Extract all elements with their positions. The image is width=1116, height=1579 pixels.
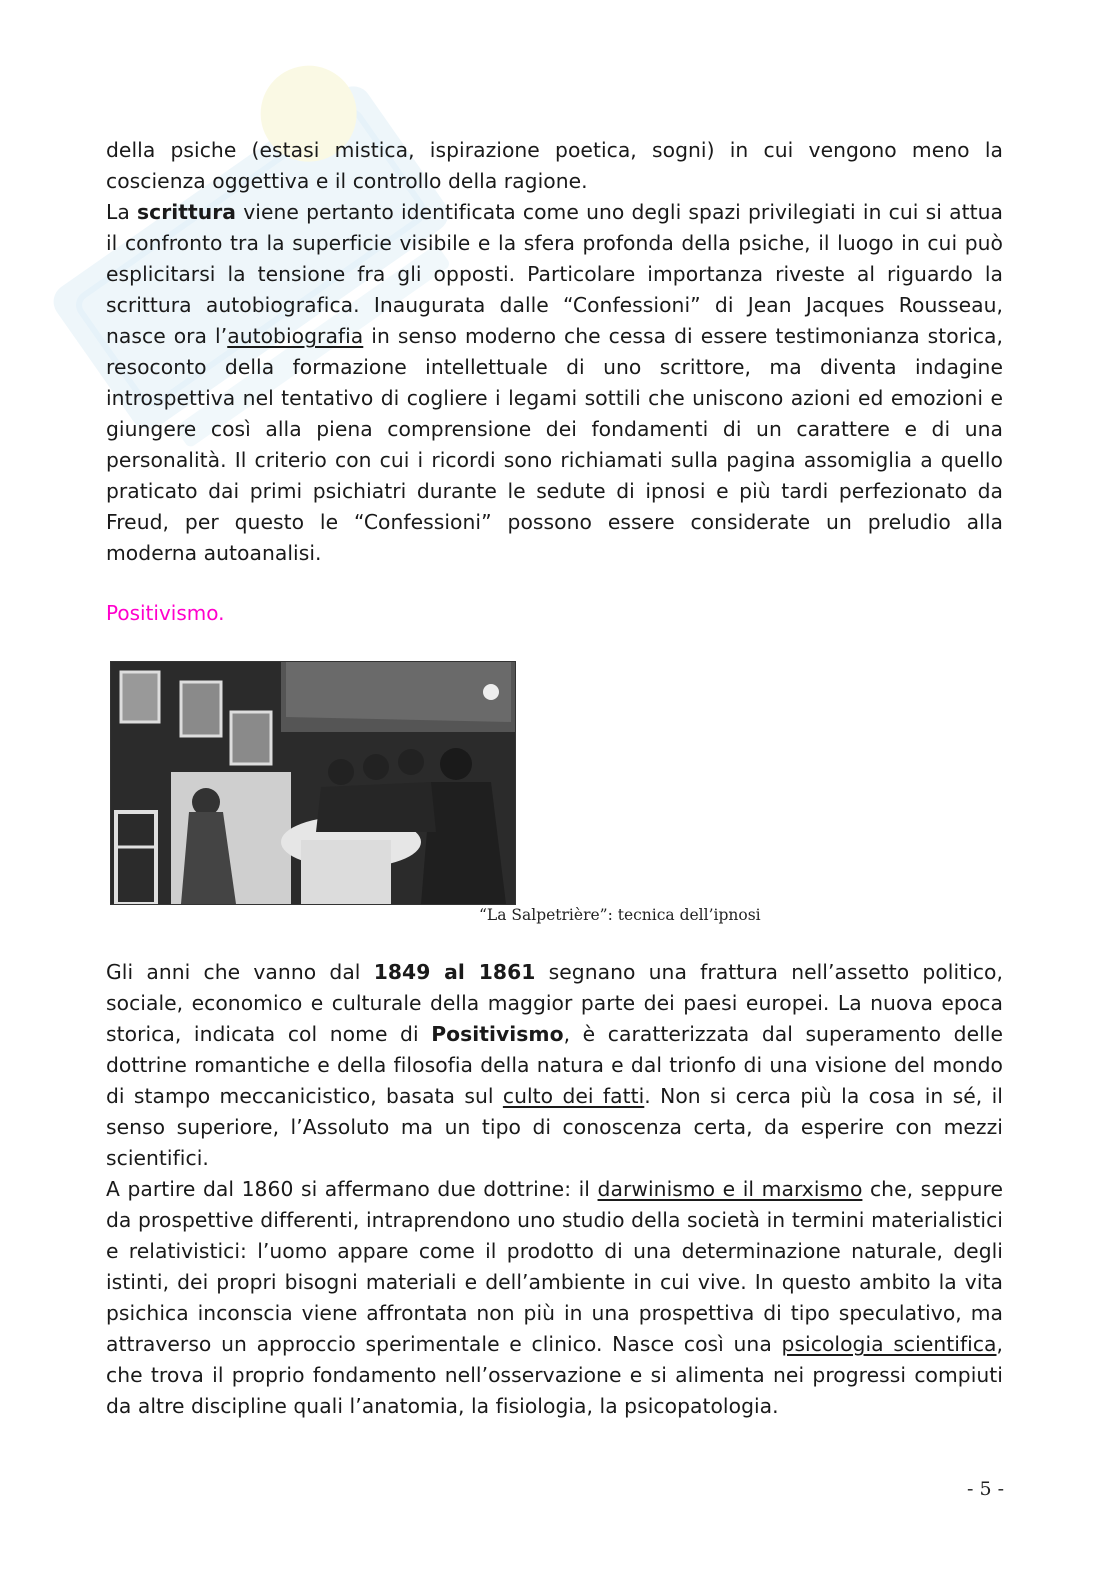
paragraph-text: che, seppure da prospettive differenti, intraprendono uno studio della società in termini materialistici e relativistici: l’uomo appare come il prodotto di una determinazione naturale, degli istinti, dei propri bisogni materiali e dell’ambiente in cui vive. In questo ambito la vita psichica inconscia viene affrontata non più in una prospettiva di tipo speculativo, ma attraverso un approccio sperimentale e clinico. Nasce così una xyxy=(106,1177,1004,1356)
figure-caption: “La Salpetrière”: tecnica dell’ipnosi xyxy=(479,906,761,924)
paragraph-text: viene pertanto identificata come uno degli spazi privilegiati in cui si attua il confronto tra la superficie visibile e la sfera profonda della psiche, il luogo in cui può esplicitarsi la tensione fra gli opposti. Particolare importanza riveste al riguardo la scrittura autobiografica. Inaugurata dalle “Confessioni” di Jean Jacques Rousseau, nasce ora l’ xyxy=(106,200,1003,348)
document-page xyxy=(106,135,1004,1418)
paragraph-text: A partire dal 1860 si affermano due dottrine: il xyxy=(106,1177,598,1201)
underlined-term-culto-dei-fatti: culto dei fatti xyxy=(502,1084,645,1108)
paragraph-text: in senso moderno che cessa di essere testimonianza storica, resoconto della formazione intellettuale di uno scrittore, ma diventa indagine introspettiva nel tentativo di cogliere i legami sottili che uniscono azioni ed emozioni e giungere così alla piena comprensione dei fondamenti di un carattere e di una personalità. Il criterio con cui i ricordi sono richiamati sulla pagina assomiglia a quello praticato dai primi psichiatri durante le sedute di ipnosi e più tardi perfezionato da Freud, per questo le “Confessioni” possono essere considerate un preludio alla moderna autoanalisi. xyxy=(106,324,1003,565)
paragraph-scrittura xyxy=(106,135,1003,569)
bold-term-years: 1849 al 1861 xyxy=(373,960,536,984)
paragraph-text: La xyxy=(106,200,138,224)
figure-salpetriere-engraving xyxy=(110,661,516,905)
underlined-term-darwinismo: darwinismo e il marxismo xyxy=(597,1177,863,1201)
paragraph-text: . Non si cerca più la cosa in sé, il senso superiore, l’Assoluto ma un tipo di conoscenza certa, da esperire con mezzi scientifici. xyxy=(106,1084,1003,1170)
underlined-term-psicologia: psicologia scientifica xyxy=(781,1332,997,1356)
page-number: - 5 - xyxy=(966,1478,1004,1500)
paragraph-text: della psiche (estasi mistica, ispirazione poetica, sogni) in cui vengono meno la coscienza oggettiva e il controllo della ragione. xyxy=(106,138,1003,193)
paragraph-text: Gli anni che vanno dal xyxy=(106,960,374,984)
underlined-term-autobiografia: autobiografia xyxy=(227,324,364,348)
bold-term-positivismo: Positivismo xyxy=(431,1022,564,1046)
paragraph-positivismo xyxy=(106,957,1003,1422)
bold-term-scrittura: scrittura xyxy=(137,200,237,224)
section-title: Positivismo. xyxy=(106,601,225,625)
engraving-illustration xyxy=(111,662,515,904)
paragraph-text: , è caratterizzata dal superamento delle dottrine romantiche e della filosofia della natura e dal trionfo di una visione del mondo di stampo meccanicistico, basata sul xyxy=(106,1022,1003,1108)
paragraph-text: segnano una frattura nell’assetto politico, sociale, economico e culturale della maggior parte dei paesi europei. La nuova epoca storica, indicata col nome di xyxy=(106,960,1004,1046)
paragraph-text: , che trova il proprio fondamento nell’osservazione e si alimenta nei progressi compiuti da altre discipline quali l’anatomia, la fisiologia, la psicopatologia. xyxy=(106,1332,1003,1418)
